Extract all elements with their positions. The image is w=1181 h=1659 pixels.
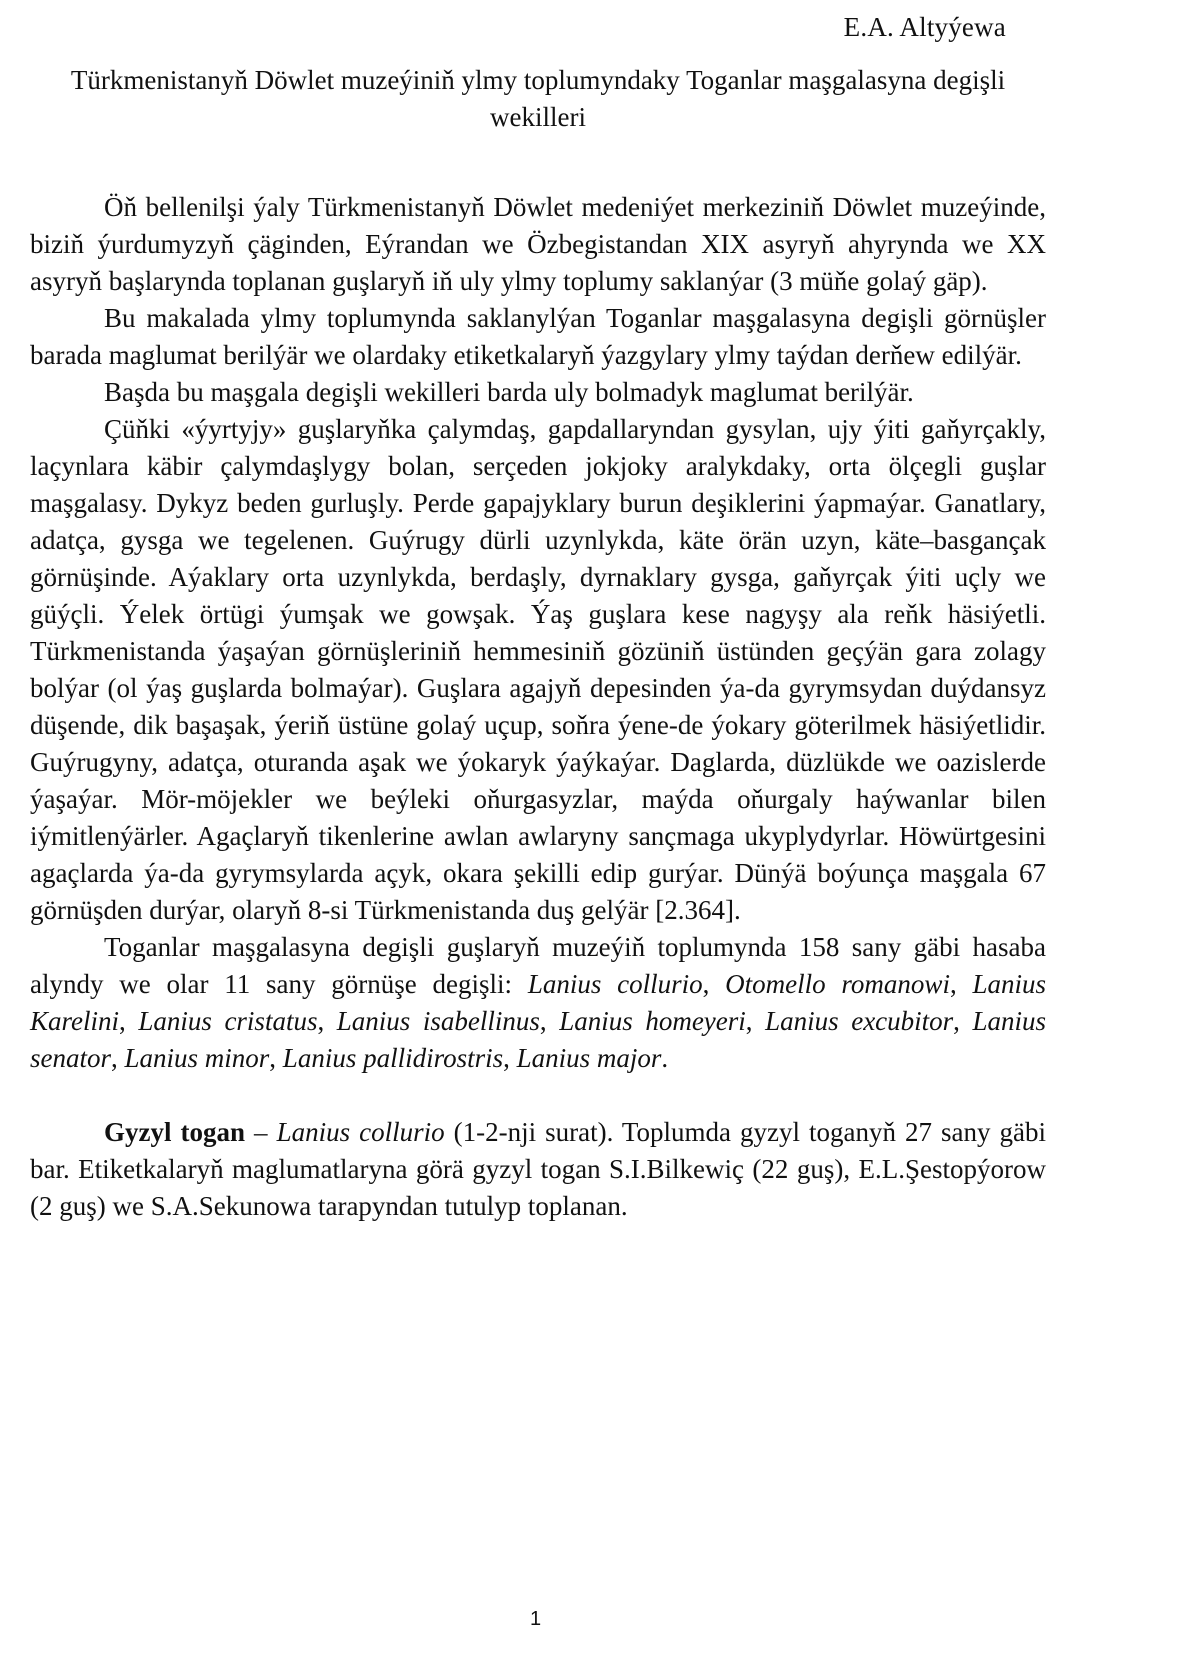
species-name: Lanius isabellinus [336,1006,540,1036]
article-title: Türkmenistanyň Döwlet muzeýiniň ylmy toplumyndaky Toganlar maşgalasyna degişli wekilleri [70,65,1006,132]
paragraph-overview: Başda bu maşgala degişli wekilleri barda uly bolmadyk maglumat berilýär. [104,377,914,407]
author-name: E.A. Altyýewa [843,12,1006,42]
paragraph-description: Çüňki «ýyrtyjy» guşlaryňka çalymdaş, gapdallaryndan gysylan, ujy ýiti gaňyrçakly, laçynlara käbir çalymdaşlygy bolan, serçeden jokjoky aralykdaky, orta ölçegli guşlar maşgalasy. Dykyz beden gurluşly. Perde gapajyklary burun deşiklerini ýapmaýar. Ganatlary, adatça, gysga we tegelenen. Guýrugy dürli uzynlykda, käte örän uzyn, käte–basgançak görnüşinde. Aýaklary orta uzynlykda, berdaşly, dyrnaklary gysga, gaňyrçak ýiti uçly we güýçli. Ýelek örtügi ýumşak we gowşak. Ýaş guşlara kese nagyşy ala reňk häsiýetli. Türkmenistanda ýaşaýan görnüşleriniň hemmesiniň gözüniň üstünden geçýän gara zolagy bolýar (ol ýaş guşlarda bolmaýar). Guşlara agajyň depesinden ýa-da gyrymsydan duýdansyz düşende, dik başaşak, ýeriň üstüne golaý uçup, soňra ýene-de ýokary göterilmek häsiýetlidir. Guýrugyny, adatça, oturanda aşak we ýokaryk ýaýkaýar. Daglarda, düzlükde we oazislerde ýaşaýar. Mör-möjekler we beýleki oňurgasyzlar, maýda oňurgaly haýwanlar bilen iýmitlenýärler. Agaçlaryň tikenlerine awlan awlaryny sançmaga ukyplydyrlar. Höwürtgesini agaçlarda ýa-da gyrymsylarda açyk, okara şekilli edip gurýar. Dünýä boýunça maşgala 67 görnüşden durýar, olaryň 8-si Türkmenistanda duş gelýär [2.364]. [30,414,1046,925]
species-name: Lanius senator [30,1006,1047,1073]
paragraph-gyzyl-togan [30,1114,1046,1225]
species-name: Lanius major [516,1043,662,1073]
paragraph-intro: Öň bellenilşi ýaly Türkmenistanyň Döwlet medeniýet merkeziniň Döwlet muzeýinde, biziň ýurdumyzyň çäginden, Eýrandan we Özbegistandan XIX asyryň ahyrynda we XX asyryň başlarynda toplanan guşlaryň iň uly ylmy toplumy saklanýar (3 müňe golaý gäp). [30,192,1046,296]
article-body [30,189,1046,1225]
species-name: Lanius cristatus [138,1006,318,1036]
section-text: (1-2-nji surat). Toplumda gyzyl toganyň 27 sany gäbi bar. Etiketkalaryň maglumatlaryna görä gyzyl togan S.I.Bilkewiç (22 guş), E.L.Şestopýorow (2 guş) we S.A.Sekunowa tarapyndan tutulyp toplanan. [30,1117,1047,1221]
species-name: Lanius collurio [527,969,703,999]
species-intro-text: Toganlar maşgalasyna degişli guşlaryň muzeýiň toplumynda 158 sany gäbi hasaba alyndy we olar 11 sany görnüşe degişli: [30,932,1046,999]
dash: – [245,1117,277,1147]
species-name: Otomello romanowi [725,969,950,999]
species-name: Lanius pallidirostris [282,1043,504,1073]
species-name: Lanius collurio [276,1117,445,1147]
species-name: Lanius Karelini [30,969,1047,1036]
paragraph-purpose: Bu makalada ylmy toplumynda saklanylýan Toganlar maşgalasyna degişli görnüşler barada maglumat berilýär we olardaky etiketkalaryň ýazgylary ylmy taýdan derňew edilýär. [30,303,1046,370]
species-name: Lanius excubitor [765,1006,954,1036]
paragraph-species-list: Toganlar maşgalasyna degişli guşlaryň muzeýiň toplumynda 158 sany gäbi hasaba alyndy we olar 11 sany görnüşe degişli: Lanius collurio, Otomello romanowi, Lanius Karelini, Lanius cristatus, Lanius isabellinus, Lanius homeyeri, Lanius excubitor, Lanius senator, Lanius minor, Lanius pallidirostris, Lanius major. [30,932,1047,1073]
page-number: 1 [530,1608,542,1630]
species-name: Lanius minor [124,1043,270,1073]
section-heading: Gyzyl togan [104,1117,246,1147]
species-name: Lanius homeyeri [559,1006,746,1036]
